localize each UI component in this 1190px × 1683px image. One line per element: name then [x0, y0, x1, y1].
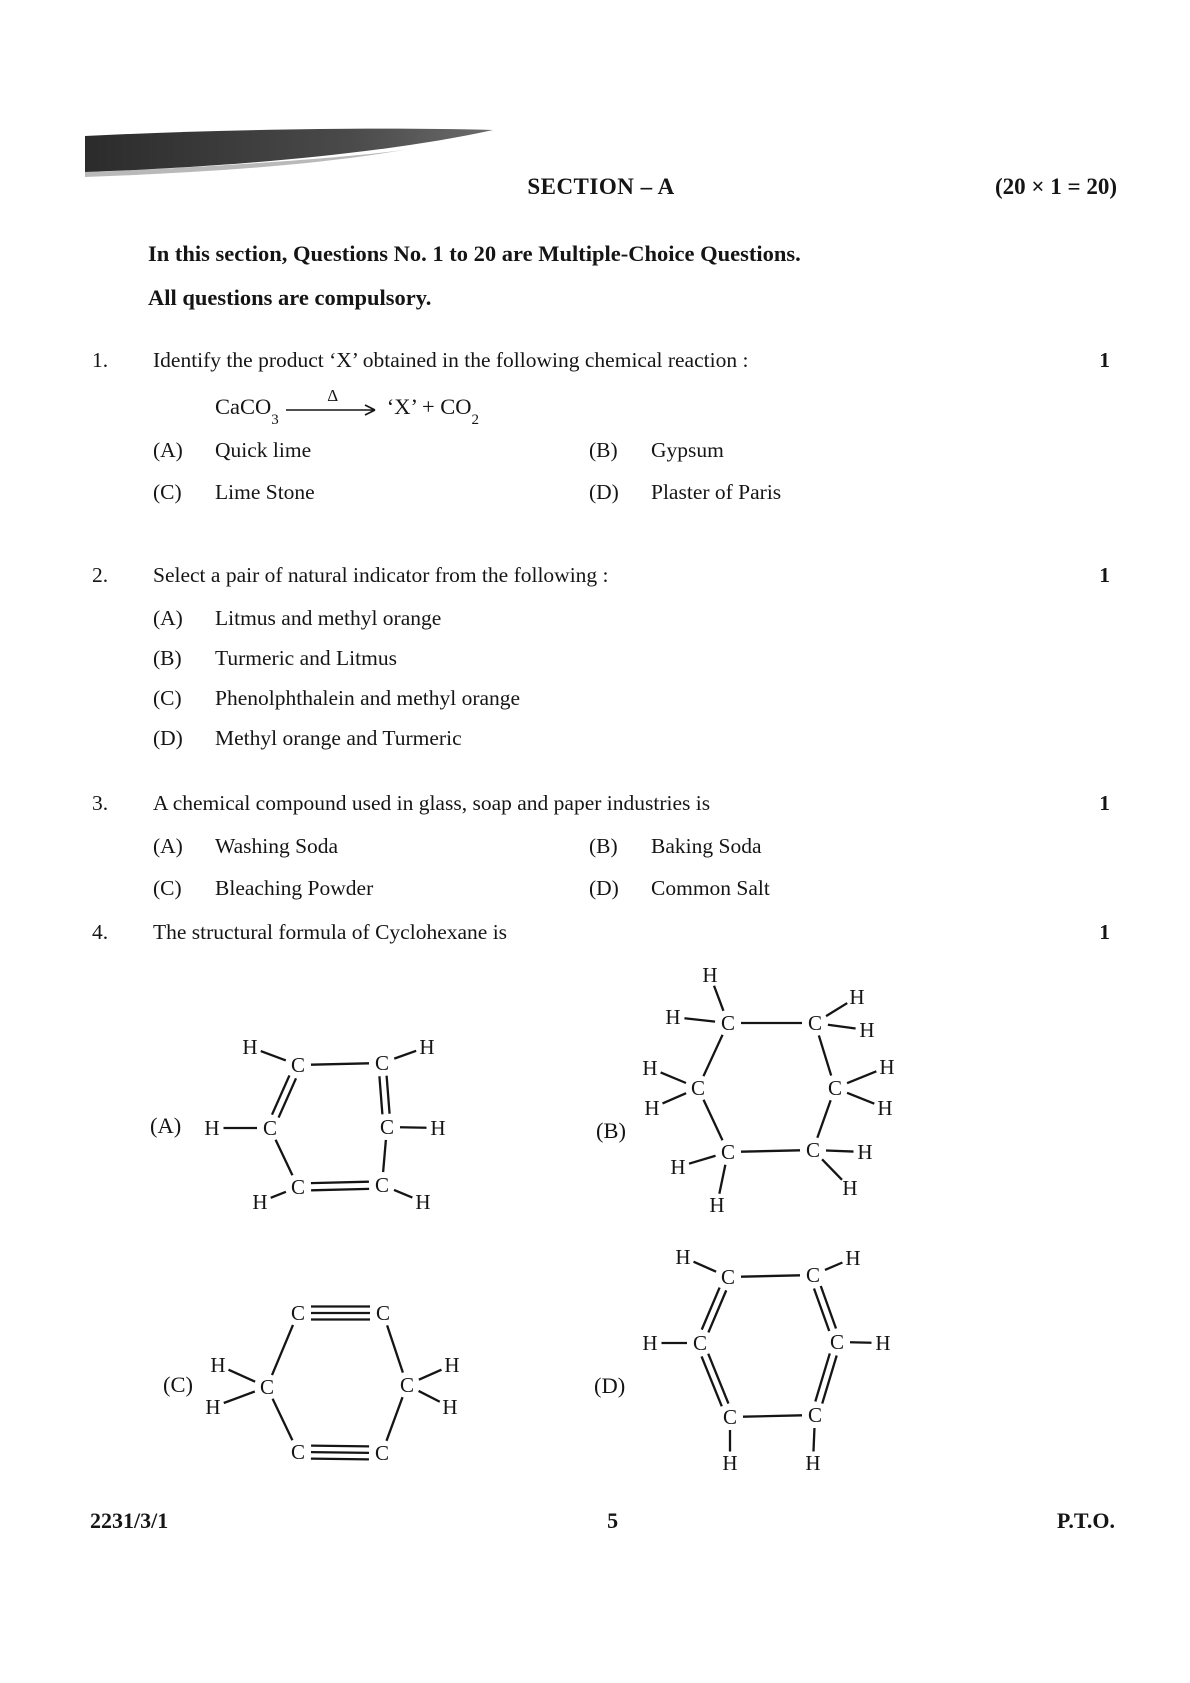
option-text: Litmus and methyl orange [215, 606, 442, 630]
atom-label: C [720, 1011, 736, 1035]
atom-label: H [642, 1056, 658, 1080]
atom-label: C [720, 1265, 736, 1289]
atom-label: H [644, 1096, 660, 1120]
atom-label: H [252, 1190, 268, 1214]
question-block [92, 345, 1110, 507]
atom-label: C [692, 1331, 708, 1355]
atom-label: C [374, 1173, 390, 1197]
atom-label: H [205, 1395, 221, 1419]
atom-label: C [690, 1076, 706, 1100]
atom-label: H [857, 1140, 873, 1164]
atom-label: C [375, 1301, 391, 1325]
reaction-arrow [285, 388, 381, 422]
paper-code: 2231/3/1 [90, 1508, 169, 1533]
question-number: 1. [92, 348, 109, 372]
question-text: The structural formula of Cyclohexane is [153, 920, 508, 944]
bond-line [311, 1446, 369, 1447]
bond-line [663, 1093, 687, 1103]
question-block [92, 560, 1110, 753]
question-block [92, 917, 1110, 947]
option-text: Lime Stone [215, 480, 315, 504]
question-number: 2. [92, 563, 109, 587]
question-number: 3. [92, 791, 109, 815]
atom-label: C [379, 1115, 395, 1139]
atom-label: H [204, 1116, 220, 1140]
atom-label: H [442, 1395, 458, 1419]
atom-label: H [702, 963, 718, 987]
question-text: A chemical compound used in glass, soap and paper industries is [153, 791, 711, 815]
option-text: Plaster of Paris [651, 480, 782, 504]
question-marks: 1 [1099, 348, 1110, 372]
option-text: Baking Soda [651, 834, 762, 858]
option-label: (D) [589, 876, 619, 900]
bond-line [719, 1165, 725, 1194]
structure-figures [0, 960, 1190, 1490]
reactant-subscript: 3 [271, 412, 279, 428]
option-label: (B) [153, 646, 182, 670]
atom-label: C [399, 1373, 415, 1397]
option-text: Quick lime [215, 438, 312, 462]
bond-line [702, 1288, 720, 1330]
bond-line [272, 1075, 289, 1114]
option-text: Common Salt [651, 876, 770, 900]
bond-line [387, 1076, 390, 1114]
bond-line [279, 1078, 296, 1117]
bond-line [814, 1288, 829, 1331]
atom-label: H [675, 1245, 691, 1269]
atom-label: C [807, 1011, 823, 1035]
bond-line [826, 1003, 847, 1016]
bond-line [821, 1286, 836, 1329]
page-footer [90, 1508, 1115, 1534]
atom-label: C [805, 1138, 821, 1162]
molecule-structure-d [620, 1240, 920, 1490]
bond-line [661, 1072, 686, 1083]
bond-line [743, 1415, 802, 1416]
bond-line [847, 1071, 876, 1083]
bond-line [311, 1459, 369, 1460]
bond-line [379, 1076, 382, 1114]
bond-line [703, 1035, 722, 1076]
instruction-line: All questions are compulsory. [148, 285, 432, 310]
option-label: (A) [153, 606, 183, 630]
bond-line [311, 1189, 369, 1190]
atom-label: H [642, 1331, 658, 1355]
bond-line [689, 1156, 716, 1164]
bond-line [694, 1262, 717, 1272]
section-instructions [148, 232, 1068, 320]
molecule-svg [640, 960, 940, 1220]
bond-line [387, 1325, 403, 1372]
atom-label: C [290, 1175, 306, 1199]
bond-line [394, 1190, 412, 1198]
atom-label: C [290, 1301, 306, 1325]
bond-line [825, 1262, 842, 1269]
bond-line [261, 1051, 286, 1060]
question-text: Select a pair of natural indicator from the following : [153, 563, 609, 587]
figure-label-b: (B) [596, 1118, 626, 1143]
bond-line [819, 1035, 831, 1075]
section-header [85, 174, 1117, 208]
figure-label-d: (D) [594, 1373, 626, 1398]
atom-label: C [290, 1053, 306, 1077]
atom-label: C [262, 1116, 278, 1140]
bond-line [828, 1025, 856, 1029]
bond-line [741, 1150, 800, 1151]
option-label: (A) [153, 438, 183, 462]
option-label: (B) [589, 834, 618, 858]
atom-label: H [430, 1116, 446, 1140]
option-label: (A) [153, 834, 183, 858]
option-label: (C) [153, 480, 182, 504]
option-text: Bleaching Powder [215, 876, 374, 900]
option-label: (D) [589, 480, 619, 504]
bond-line [400, 1127, 427, 1128]
figure-label-c: (C) [163, 1372, 193, 1397]
atom-label: H [875, 1331, 891, 1355]
chemical-equation [215, 386, 1110, 428]
figure-label-a: (A) [150, 1113, 182, 1138]
molecule-structure-a [195, 1030, 495, 1235]
option-label: (B) [589, 438, 618, 462]
option-text: Washing Soda [215, 834, 339, 858]
bond-line [383, 1140, 386, 1172]
options [153, 832, 1110, 903]
atom-label: H [242, 1035, 258, 1059]
option-label: (C) [153, 876, 182, 900]
atom-label: H [709, 1193, 725, 1217]
bond-line [704, 1100, 723, 1140]
atom-label: C [722, 1405, 738, 1429]
option-label: (C) [153, 686, 182, 710]
atom-label: H [805, 1451, 821, 1475]
bond-line [273, 1399, 293, 1441]
question-block [92, 788, 1110, 903]
options [153, 436, 1110, 507]
bond-line [311, 1182, 369, 1183]
option-text: Phenolphthalein and methyl orange [215, 686, 521, 710]
atom-label: H [210, 1353, 226, 1377]
molecule-svg [620, 1240, 920, 1485]
molecule-structure-b [640, 960, 940, 1225]
bond-line [419, 1391, 440, 1402]
atom-label: H [859, 1018, 875, 1042]
bond-line [815, 1353, 829, 1401]
bond-line [272, 1325, 293, 1375]
atom-label: H [845, 1246, 861, 1270]
atom-label: C [805, 1263, 821, 1287]
question-marks: 1 [1099, 920, 1110, 944]
atom-label: C [374, 1441, 390, 1465]
atom-label: H [842, 1176, 858, 1200]
bond-line [276, 1140, 293, 1176]
atom-label: H [665, 1005, 681, 1029]
atom-label: H [444, 1353, 460, 1377]
molecule-structure-c [195, 1285, 495, 1490]
bond-line [419, 1370, 442, 1380]
atom-label: H [877, 1096, 893, 1120]
bond-line [817, 1100, 830, 1137]
atom-label: C [374, 1051, 390, 1075]
question-marks: 1 [1099, 791, 1110, 815]
atom-label: H [415, 1190, 431, 1214]
atom-label: C [720, 1140, 736, 1164]
molecule-svg [195, 1285, 495, 1485]
bond-line [224, 1392, 255, 1403]
bond-line [271, 1192, 286, 1198]
bond-line [822, 1355, 836, 1403]
atom-label: H [722, 1451, 738, 1475]
atom-label: C [290, 1440, 306, 1464]
atom-label: C [259, 1375, 275, 1399]
product: ‘X’ + CO [386, 394, 472, 419]
product-subscript: 2 [471, 412, 480, 428]
option-text: Gypsum [651, 438, 724, 462]
bond-line [311, 1452, 369, 1453]
question-header [92, 345, 1110, 375]
question-header [92, 917, 1110, 947]
molecule-svg [195, 1030, 495, 1230]
page-number: 5 [607, 1508, 619, 1533]
bond-line [228, 1370, 255, 1382]
bond-line [813, 1428, 814, 1452]
atom-label: C [829, 1330, 845, 1354]
bond-line [741, 1275, 800, 1276]
bond-line [826, 1150, 854, 1151]
atom-label: C [827, 1076, 843, 1100]
question-text: Identify the product ‘X’ obtained in the following chemical reaction : [153, 348, 749, 372]
bond-line [714, 986, 723, 1011]
atom-label: C [807, 1403, 823, 1427]
decorative-swoosh [85, 126, 497, 178]
option-text: Methyl orange and Turmeric [215, 726, 462, 750]
delta-symbol: Δ [327, 386, 339, 405]
bond-line [684, 1018, 715, 1021]
atom-label: H [849, 985, 865, 1009]
option-label: (D) [153, 726, 183, 750]
reactant: CaCO [215, 394, 272, 419]
atom-label: H [670, 1155, 686, 1179]
bond-line [708, 1290, 726, 1332]
pto-label: P.T.O. [1056, 1508, 1115, 1533]
marks-scheme: (20 × 1 = 20) [994, 174, 1117, 199]
question-header [92, 560, 1110, 590]
bond-line [311, 1063, 369, 1064]
options [153, 604, 1110, 753]
section-title: SECTION – A [527, 174, 675, 199]
instruction-line: In this section, Questions No. 1 to 20 are Multiple-Choice Questions. [148, 241, 801, 266]
bond-line [394, 1051, 416, 1059]
bond-line [822, 1159, 842, 1179]
bond-line [386, 1397, 402, 1441]
option-text: Turmeric and Litmus [215, 646, 397, 670]
bond-line [847, 1093, 874, 1104]
atom-label: H [879, 1055, 895, 1079]
atom-label: H [419, 1035, 435, 1059]
question-header [92, 788, 1110, 818]
question-marks: 1 [1099, 563, 1110, 587]
question-number: 4. [92, 920, 109, 944]
